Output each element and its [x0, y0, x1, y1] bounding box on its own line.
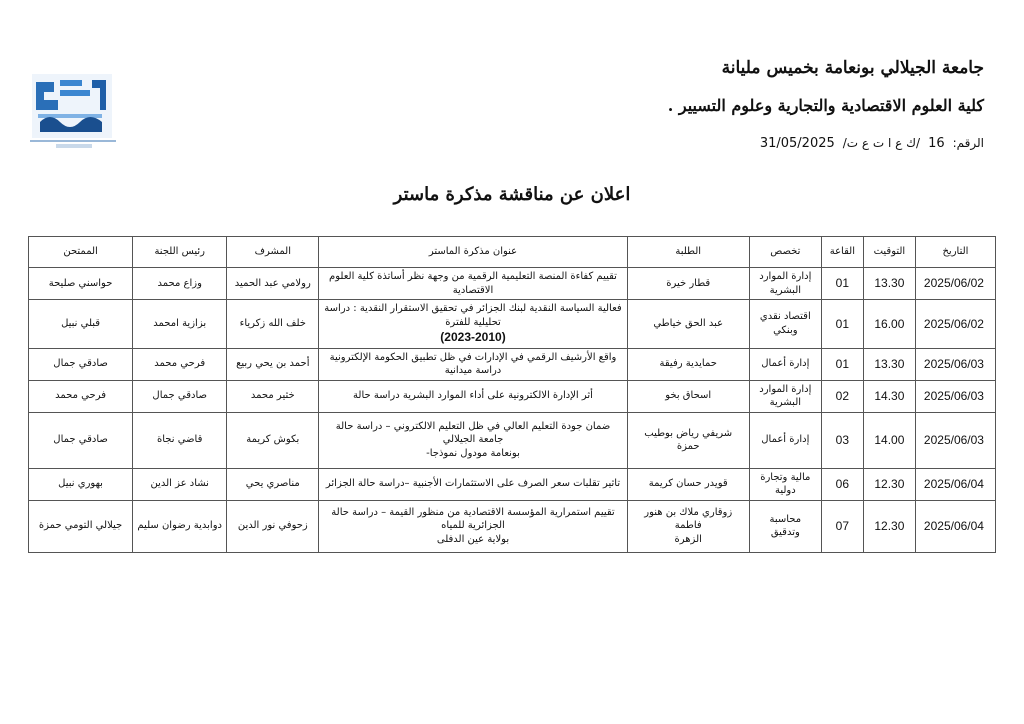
cell-examiner-text: بهوري نبيل — [58, 478, 103, 490]
header-room: القاعة — [821, 237, 863, 268]
cell-thesis-text: واقع الأرشيف الرقمي في الإدارات في ظل تطبيق الحكومة الإلكترونية دراسة ميدانية — [329, 351, 617, 376]
table-row — [29, 380, 996, 412]
cell-supervisor-text: مناصري يحي — [245, 478, 300, 490]
table-row — [29, 300, 996, 349]
cell-chair — [133, 412, 227, 468]
cell-students — [627, 300, 749, 349]
cell-room-text: 01 — [835, 356, 850, 371]
cell-date — [915, 412, 995, 468]
cell-room-text: 02 — [835, 388, 850, 403]
cell-examiner — [29, 500, 133, 552]
cell-students-text: حمايدية رفيقة — [659, 358, 717, 370]
defense-schedule-table — [28, 236, 996, 553]
cell-chair — [133, 348, 227, 380]
header-thesis: عنوان مذكرة الماستر — [319, 237, 627, 268]
cell-specialty-text: اقتصاد نقدي وبنكي — [759, 311, 811, 336]
cell-date — [915, 300, 995, 349]
cell-date — [915, 348, 995, 380]
cell-specialty — [749, 300, 821, 349]
cell-chair-text: نشاد عز الدين — [150, 478, 209, 490]
cell-examiner — [29, 380, 133, 412]
cell-supervisor — [227, 348, 319, 380]
cell-date-text: 2025/06/02 — [923, 316, 984, 331]
cell-thesis — [319, 412, 627, 468]
cell-thesis-text: تاثير تقلبات سعر الصرف على الاستثمارات الأجنبية –دراسة حالة الجزائر — [325, 478, 621, 490]
cell-examiner-text: جيلالي التومي حمزة — [38, 520, 123, 532]
cell-room — [821, 412, 863, 468]
reference-date: 31/05/2025 — [759, 136, 835, 151]
cell-thesis — [319, 500, 627, 552]
cell-date-text: 2025/06/04 — [923, 518, 984, 533]
cell-room-text: 07 — [835, 518, 850, 533]
cell-students — [627, 348, 749, 380]
cell-thesis — [319, 468, 627, 500]
table-header-row — [29, 237, 996, 268]
cell-room-text: 01 — [835, 316, 850, 331]
cell-specialty — [749, 348, 821, 380]
cell-specialty — [749, 268, 821, 300]
cell-chair — [133, 300, 227, 349]
cell-chair-text: قاضي نجاة — [157, 434, 203, 446]
cell-examiner — [29, 268, 133, 300]
cell-students-text: قويدر حسان كريمة — [648, 478, 728, 490]
cell-specialty — [749, 380, 821, 412]
cell-students — [627, 500, 749, 552]
table-row — [29, 500, 996, 552]
cell-students-text: زوقاري ملاك بن هنور فاطمة — [644, 506, 733, 532]
cell-time-text: 12.30 — [874, 476, 905, 491]
cell-specialty — [749, 412, 821, 468]
cell-room — [821, 348, 863, 380]
cell-specialty-text: إدارة الموارد البشرية — [759, 383, 812, 408]
cell-room — [821, 268, 863, 300]
cell-examiner-text: قبلي نبيل — [61, 318, 101, 329]
cell-time-text: 13.30 — [874, 276, 905, 291]
header-chair: رئيس اللجنة — [133, 237, 227, 268]
cell-time-text: 14.30 — [874, 388, 905, 403]
cell-room — [821, 468, 863, 500]
cell-students-text: شريفي رياض بوطيب حمزة — [644, 427, 733, 452]
cell-thesis-text: أثر الإدارة الالكترونية على أداء الموارد البشرية دراسة حالة — [353, 390, 593, 402]
cell-date-text: 2025/06/03 — [923, 388, 984, 403]
faculty-name: كلية العلوم الاقتصادية والتجارية وعلوم التسيير . — [667, 96, 984, 115]
cell-chair — [133, 380, 227, 412]
table-row — [29, 348, 996, 380]
cell-chair-text: فرحي محمد — [154, 358, 206, 370]
cell-supervisor — [227, 500, 319, 552]
cell-time — [863, 500, 915, 552]
cell-specialty-text: مالية وتجارة دولية — [760, 471, 811, 496]
cell-time-text: 16.00 — [874, 316, 905, 331]
cell-students — [627, 268, 749, 300]
cell-chair-text: دوابدية رضوان سليم — [137, 520, 222, 532]
table-row — [29, 468, 996, 500]
cell-time — [863, 412, 915, 468]
cell-date-text: 2025/06/02 — [923, 276, 984, 291]
cell-examiner-text: حواسني صليحة — [48, 277, 113, 289]
cell-specialty — [749, 500, 821, 552]
cell-thesis — [319, 380, 627, 412]
table-row — [29, 268, 996, 300]
cell-room — [821, 300, 863, 349]
cell-chair — [133, 468, 227, 500]
cell-room-text: 03 — [835, 432, 850, 447]
cell-room — [821, 500, 863, 552]
cell-examiner — [29, 412, 133, 468]
cell-examiner-text: صادقي جمال — [53, 358, 108, 370]
cell-supervisor — [227, 380, 319, 412]
cell-thesis — [319, 348, 627, 380]
header-time: التوقيت — [863, 237, 915, 268]
reference-line — [760, 136, 984, 151]
cell-thesis — [319, 268, 627, 300]
cell-thesis-text: فعالية السياسة النقدية لبنك الجزائر في تحقيق الاستقرار النقدية : دراسة تحليلية للفترة — [324, 303, 622, 328]
reference-code: /ك ع ا ت ع ت/ — [842, 136, 921, 150]
cell-chair-text: صادقي جمال — [152, 390, 207, 402]
cell-room — [821, 380, 863, 412]
header-specialty: تخصص — [749, 237, 821, 268]
cell-supervisor-text: خلف الله زكرياء — [239, 318, 306, 329]
cell-time — [863, 468, 915, 500]
cell-examiner — [29, 468, 133, 500]
cell-date-text: 2025/06/04 — [923, 476, 984, 491]
cell-students-text: عبد الحق خياطي — [653, 318, 724, 329]
cell-supervisor-text: أحمد بن يحي ربيع — [236, 358, 310, 370]
cell-supervisor — [227, 412, 319, 468]
cell-room-text: 06 — [835, 476, 850, 491]
cell-date-text: 2025/06/03 — [923, 356, 984, 371]
table-row — [29, 412, 996, 468]
header-supervisor: المشرف — [227, 237, 319, 268]
cell-chair-text: بزازية امحمد — [153, 318, 207, 329]
cell-supervisor-text: بكوش كريمة — [246, 434, 300, 446]
cell-supervisor-text: زحوفي نور الدين — [237, 520, 308, 532]
header-students: الطلبة — [627, 237, 749, 268]
cell-thesis-text-line2: بونعامة مودول نموذجا- — [426, 447, 520, 459]
cell-supervisor-text: رولامي عبد الحميد — [234, 277, 311, 289]
cell-date — [915, 380, 995, 412]
cell-date-text: 2025/06/03 — [923, 432, 984, 447]
university-name: جامعة الجيلالي بونعامة بخميس مليانة — [721, 58, 984, 78]
cell-thesis-text: ضمان جودة التعليم العالي في ظل التعليم الالكتروني – دراسة حالة جامعة الجيلالي — [335, 420, 611, 446]
cell-thesis-text: تقييم كفاءة المنصة التعليمية الرقمية من وجهة نظر أساتذة كلية العلوم الاقتصادية — [329, 271, 617, 296]
cell-students-text: اسحاق بخو — [665, 390, 712, 402]
reference-number: 16 — [928, 136, 945, 151]
cell-specialty-text: محاسبة وتدقيق — [769, 513, 802, 538]
cell-thesis-text-line2: (2023-2010) — [440, 330, 506, 344]
cell-time — [863, 268, 915, 300]
university-logo-icon — [26, 70, 122, 152]
cell-chair — [133, 500, 227, 552]
announcement-title: اعلان عن مناقشة مذكرة ماستر — [393, 184, 631, 205]
cell-specialty-text: إدارة الموارد البشرية — [759, 271, 812, 296]
cell-examiner-text: صادقي جمال — [53, 434, 108, 446]
cell-supervisor — [227, 268, 319, 300]
cell-students-text: قطار خيرة — [666, 277, 711, 289]
cell-date — [915, 500, 995, 552]
reference-label: الرقم: — [952, 136, 984, 150]
cell-specialty — [749, 468, 821, 500]
cell-date — [915, 468, 995, 500]
cell-supervisor — [227, 300, 319, 349]
cell-students — [627, 468, 749, 500]
cell-time-text: 13.30 — [874, 356, 905, 371]
cell-examiner — [29, 300, 133, 349]
cell-specialty-text: إدارة أعمال — [761, 434, 810, 446]
cell-time — [863, 300, 915, 349]
cell-students — [627, 380, 749, 412]
cell-chair-text: وزاع محمد — [157, 277, 202, 289]
cell-thesis-text-line2: بولاية عين الدفلى — [436, 533, 510, 545]
cell-supervisor — [227, 468, 319, 500]
cell-thesis-text: تقييم استمرارية المؤسسة الاقتصادية من منظور القيمة – دراسة حالة الجزائرية للمياه — [331, 506, 615, 532]
cell-time-text: 12.30 — [874, 518, 905, 533]
cell-students-text-line2: الزهرة — [674, 533, 702, 545]
cell-date — [915, 268, 995, 300]
cell-thesis — [319, 300, 627, 349]
cell-specialty-text: إدارة أعمال — [761, 358, 810, 370]
cell-examiner — [29, 348, 133, 380]
cell-supervisor-text: خثير محمد — [250, 390, 295, 402]
cell-examiner-text: فرحي محمد — [55, 390, 106, 402]
cell-time — [863, 380, 915, 412]
header-date: التاريخ — [915, 237, 995, 268]
cell-students — [627, 412, 749, 468]
cell-time — [863, 348, 915, 380]
cell-room-text: 01 — [835, 276, 850, 291]
header-examiner: الممتحن — [29, 237, 133, 268]
cell-time-text: 14.00 — [874, 432, 905, 447]
cell-chair — [133, 268, 227, 300]
